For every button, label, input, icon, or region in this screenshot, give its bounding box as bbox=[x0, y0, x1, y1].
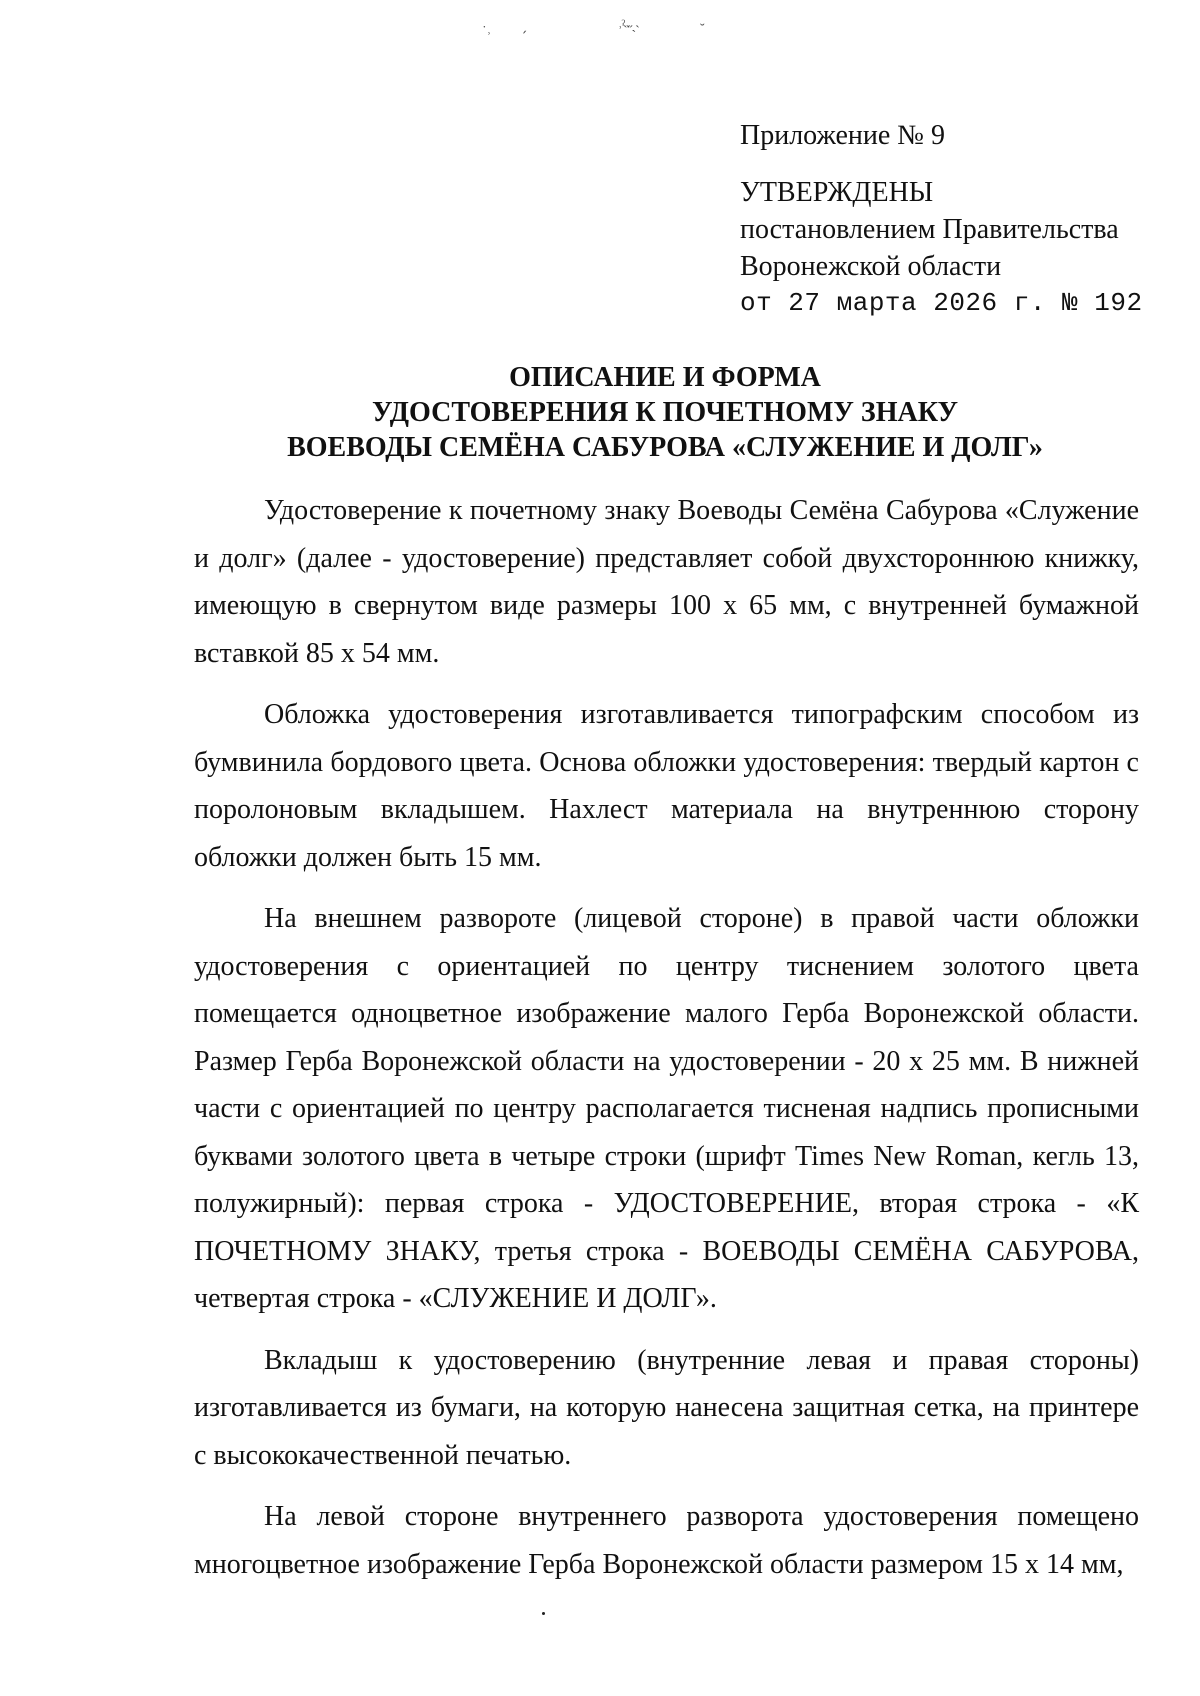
resolution-date: от 27 марта 2026 г. № 192 bbox=[740, 288, 1143, 318]
appendix-label: Приложение № 9 bbox=[740, 120, 945, 151]
body-paragraph: На левой стороне внутреннего разворота удостоверения помещено многоцветное изображение Герба Воронежской области размером 15 x 14 мм, bbox=[194, 1501, 1139, 1580]
body-paragraph: Удостоверение к почетному знаку Воеводы Семёна Сабурова «Служение и долг» (далее - удостоверение) представляет собой двухстороннюю книжку, имеющую в свернутом виде размеры 100 x 65 мм, с внутренней бумажной вставкой 85 x 54 мм. bbox=[194, 495, 1139, 669]
scan-speck: ˙˒ bbox=[482, 24, 492, 39]
scan-speck bbox=[542, 1612, 545, 1615]
title-line: УДОСТОВЕРЕНИЯ К ПОЧЕТНОМУ ЗНАКУ bbox=[372, 397, 958, 428]
document-body bbox=[194, 487, 1139, 1602]
scan-speck: ՛ bbox=[523, 31, 527, 46]
title-line: ВОЕВОДЫ СЕМЁНА САБУРОВА «СЛУЖЕНИЕ И ДОЛГ» bbox=[287, 432, 1043, 463]
approved-label: УТВЕРЖДЕНЫ bbox=[740, 177, 934, 208]
body-paragraph: Обложка удостоверения изготавливается типографским способом из бумвинила бордового цвета. Основа обложки удостоверения: твердый картон с поролоновым вкладышем. Нахлест материала на внутреннюю сторону обложки должен быть 15 мм. bbox=[194, 699, 1139, 873]
approval-block bbox=[740, 117, 1143, 322]
body-paragraph: Вкладыш к удостоверению (внутренние левая и правая стороны) изготавливается из бумаги, на которую нанесена защитная сетка, на принтере с высококачественной печатью. bbox=[194, 1344, 1139, 1471]
body-paragraph: На внешнем развороте (лицевой стороне) в правой части обложки удостоверения с ориентацией по центру тиснением золотого цвета помещается одноцветное изображение малого Герба Воронежской области. Размер Герба Воронежской области на удостоверении - 20 x 25 мм. В нижней части с ориентацией по центру располагается тисненая надпись прописными буквами золотого цвета в четыре строки (шрифт Times New Roman, кегль 13, полужирный): первая строка - УДОСТОВЕРЕНИЕ, вторая строка - «К ПОЧЕТНОМУ ЗНАКУ, третья строка - ВОЕВОДЫ СЕМЁНА САБУРОВА, четвертая строка - «СЛУЖЕНИЕ И ДОЛГ». bbox=[194, 903, 1139, 1314]
approved-by-line: постановлением Правительства bbox=[740, 214, 1119, 245]
title-line: ОПИСАНИЕ И ФОРМА bbox=[509, 362, 821, 393]
document-title bbox=[190, 360, 1140, 465]
scan-speck: ˒ˀ˵˶ˏ˴ bbox=[618, 18, 639, 33]
approved-by-region: Воронежской области bbox=[740, 251, 1002, 282]
scan-speck: ˘ bbox=[700, 22, 705, 37]
